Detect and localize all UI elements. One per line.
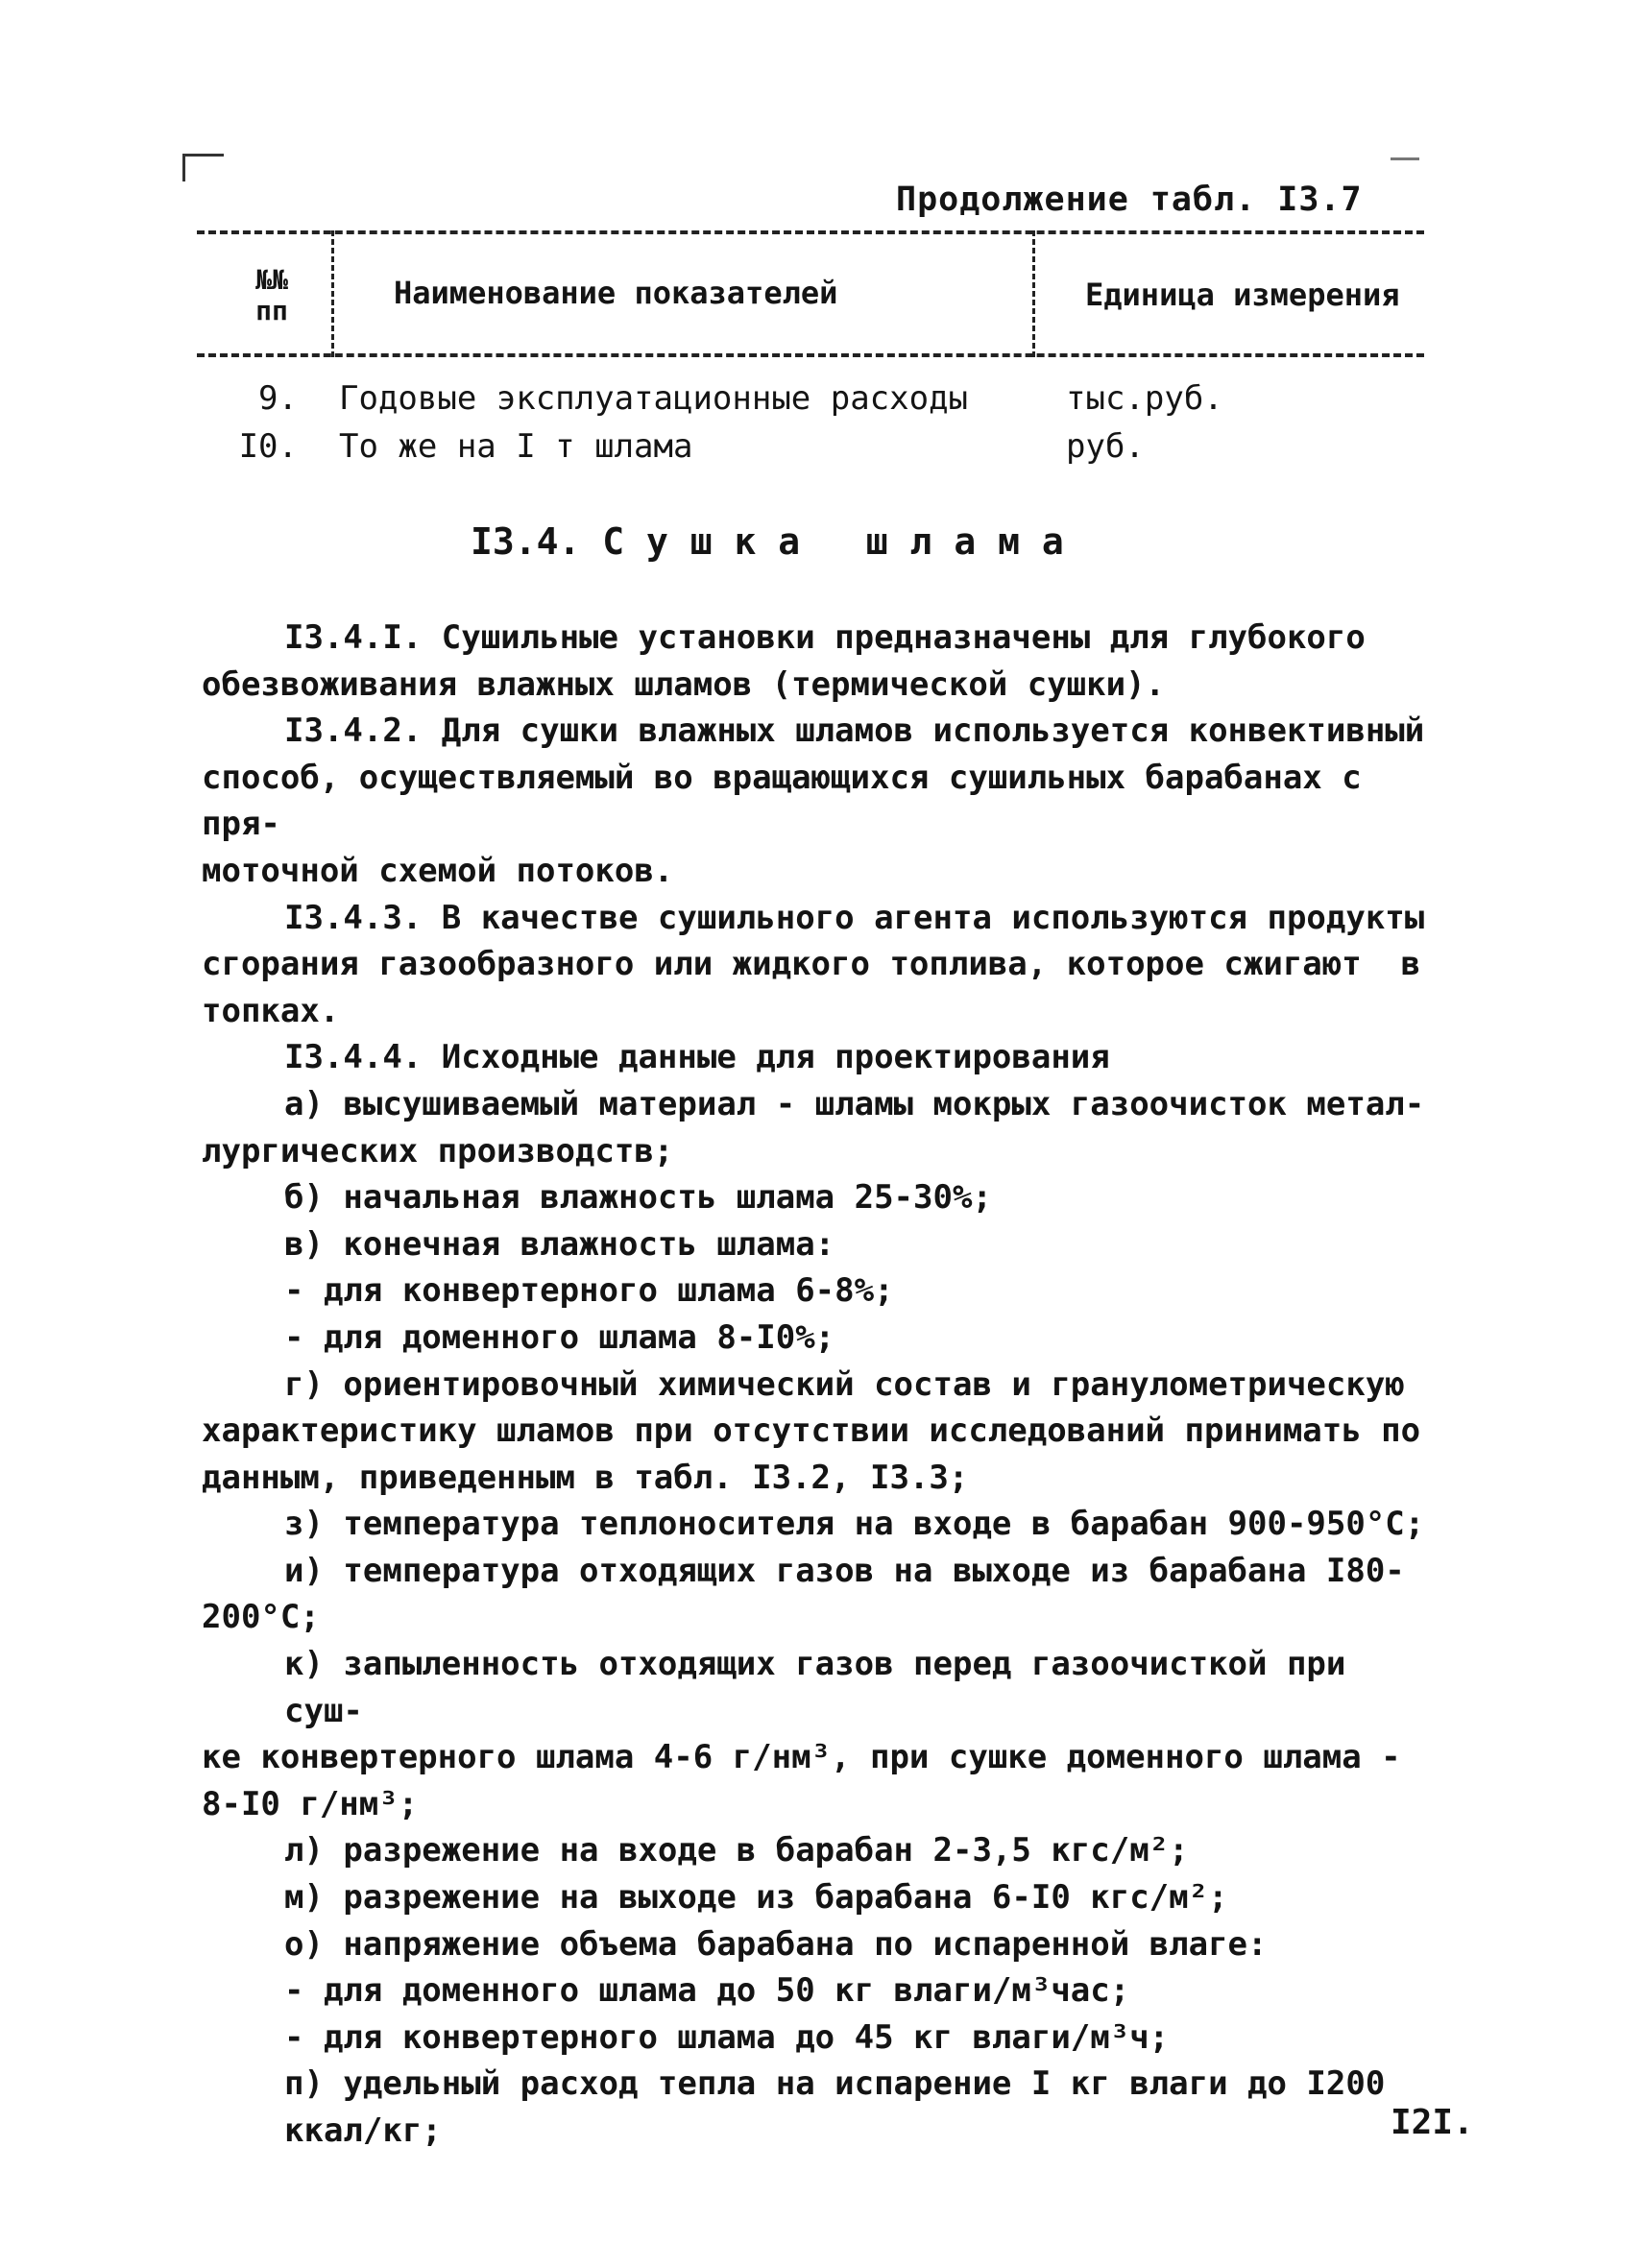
table-column-divider [1032, 230, 1035, 357]
text-line: I3.4.4. Исходные данные для проектирования [284, 1038, 1110, 1077]
corner-mark-top-right [1391, 157, 1419, 160]
text-line: 8-I0 г/нм³; [202, 1784, 419, 1823]
text-line: б) начальная влажность шлама 25-30%; [284, 1178, 992, 1218]
text-line: з) температура теплоносителя на входе в барабан 900-950°С; [284, 1505, 1425, 1544]
column-header-unit: Единица измерения [1085, 277, 1400, 313]
text-line: 200°С; [202, 1598, 320, 1637]
text-line: лургических производств; [202, 1131, 674, 1170]
text-line: ке конвертерного шлама 4-6 г/нм³, при сушке доменного шлама - [202, 1738, 1401, 1777]
row-indicator-name: Годовые эксплуатационные расходы [339, 379, 969, 418]
table-continuation-caption: Продолжение табл. I3.7 [896, 181, 1363, 219]
text-line: п) удельный расход тепла на испарение I кг влаги до I200 ккал/кг; [284, 2064, 1405, 2150]
text-line: и) температура отходящих газов на выходе из барабана I80- [284, 1551, 1405, 1590]
section-heading: I3.4. С у ш к а ш л а м а [471, 520, 1064, 563]
body-text [202, 615, 1431, 2155]
table-header-top-rule [197, 230, 1424, 234]
table-row [202, 379, 1402, 427]
table-header [197, 230, 1424, 357]
row-unit: руб. [1066, 427, 1145, 466]
row-number: 9. [258, 379, 298, 418]
text-line: м) разрежение на выходе из барабана 6-I0 кгс/м²; [284, 1878, 1228, 1918]
text-line: г) ориентировочный химический состав и гранулометрическую [284, 1364, 1405, 1404]
text-line: сгорания газообразного или жидкого топлива, которое сжигают в [202, 945, 1421, 984]
text-line: - для доменного шлама до 50 кг влаги/м³час; [284, 1971, 1130, 2011]
text-line: топках. [202, 991, 340, 1030]
text-line: характеристику шламов при отсутствии исследований принимать по [202, 1411, 1421, 1451]
table-row [202, 427, 1402, 475]
text-line: обезвоживания влажных шламов (термической сушки). [202, 664, 1166, 704]
corner-mark-top-left [182, 154, 224, 181]
text-line: I3.4.I. Сушильные установки предназначены для глубокого [284, 618, 1366, 657]
row-indicator-name: То же на I т шлама [339, 427, 693, 466]
text-line: - для конвертерного шлама 6-8%; [284, 1271, 894, 1311]
text-line: а) высушиваемый материал - шламы мокрых газоочисток метал- [284, 1084, 1425, 1123]
table-body [202, 379, 1402, 475]
text-line: моточной схемой потоков. [202, 851, 674, 890]
row-number: I0. [238, 427, 298, 466]
text-line: данным, приведенным в табл. I3.2, I3.3; [202, 1458, 969, 1497]
text-line: I3.4.3. В качестве сушильного агента используются продукты [284, 898, 1425, 937]
column-header-name: Наименование показателей [394, 275, 838, 311]
column-header-number: №№ пп [255, 264, 288, 326]
table-header-bottom-rule [197, 353, 1424, 357]
row-unit: тыс.руб. [1066, 379, 1223, 418]
text-line: л) разрежение на входе в барабан 2-3,5 кгс/м²; [284, 1831, 1189, 1870]
text-line: к) запыленность отходящих газов перед газоочисткой при суш- [284, 1645, 1366, 1730]
text-line: в) конечная влажность шлама: [284, 1224, 835, 1264]
text-line: способ, осуществляемый во вращающихся сушильных барабанах с пря- [202, 758, 1382, 844]
table-column-divider [331, 230, 334, 357]
page-number: I2I. [1391, 2103, 1474, 2142]
text-line: - для доменного шлама 8-I0%; [284, 1317, 835, 1357]
text-line: о) напряжение объема барабана по испаренной влаге: [284, 1924, 1268, 1964]
text-line: - для конвертерного шлама до 45 кг влаги/м³ч; [284, 2017, 1170, 2057]
text-line: I3.4.2. Для сушки влажных шламов используется конвективный [284, 712, 1425, 751]
